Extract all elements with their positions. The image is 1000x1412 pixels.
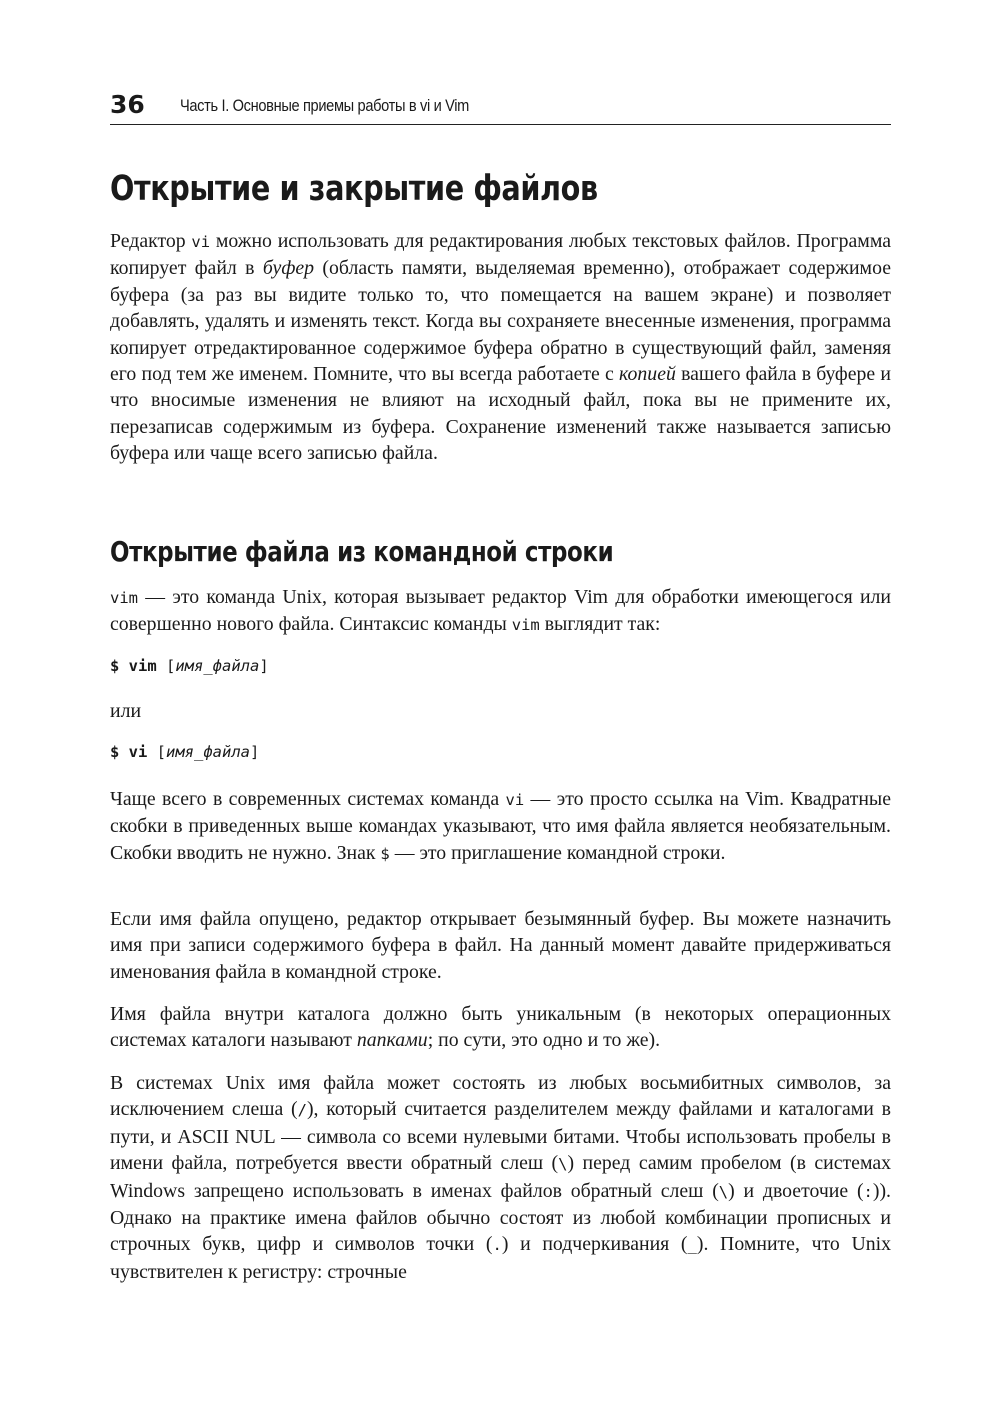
- text-run: (область памяти, выделяемая временно), отображает содержимое буфера (за раз вы видите только то, что помещается на вашем экране) и позволяет добавлять, удалять и изменять текст. Когда вы сохраняете внесенные изменения, программа копирует отредактированное содержимое буфера обратно в существующий файл, заменяя его под тем же именем. Помните, что вы всегда работаете с: [110, 257, 891, 386]
- text-run: выглядит так:: [539, 613, 661, 636]
- inline-code: .: [492, 1236, 502, 1255]
- text-run: ), который считается разделителем между файлами и каталогами в пути, и ASCII NUL — символа со всеми нулевыми битами. Чтобы использовать пробелы в имени файла, потребуется ввести обратный слеш (: [110, 1098, 891, 1175]
- bracket: ]: [259, 657, 269, 675]
- inline-code: \: [718, 1182, 729, 1201]
- text-run: ) перед самим пробелом (в системах Windows запрещено использовать в именах файлов обратный слеш (: [110, 1152, 892, 1202]
- emphasis: копией: [619, 363, 676, 386]
- subsection-paragraph-5: [110, 1070, 891, 1285]
- text-run: можно использовать для редактирования любых текстовых файлов. Программа копирует файл в: [110, 230, 891, 280]
- emphasis: папками: [356, 1029, 428, 1052]
- running-title: Часть I. Основные приемы работы в vi и Vim: [180, 96, 470, 115]
- text-run: ) и двоеточие (: [728, 1179, 864, 1202]
- shell-prompt: $: [110, 743, 129, 761]
- text-run: — это приглашение командной строки.: [389, 841, 726, 864]
- command-argument: имя_файла: [166, 743, 251, 761]
- text-run: ). Помните, что Unix чувствителен к регистру: строчные: [110, 1233, 892, 1283]
- text-run: — это просто ссылка на Vim. Квадратные скобки в приведенных выше командах указывают, что имя файла является необязательным. Скобки вводить не нужно. Знак: [110, 788, 891, 864]
- subsection-paragraph-2: [110, 786, 891, 867]
- text-run: В системах Unix имя файла может состоять из любых восьмибитных символов, за исключением слеша (: [110, 1072, 891, 1121]
- shell-prompt: $: [110, 657, 129, 675]
- inline-code: /: [297, 1101, 307, 1120]
- command-example-vi: [110, 743, 891, 761]
- inline-code: vim: [511, 616, 540, 635]
- subsection-heading: Открытие файла из командной строки: [110, 535, 614, 568]
- text-run: ; по сути, это одно и то же).: [427, 1029, 661, 1052]
- text-run: Имя файла внутри каталога должно быть уникальным (в некоторых операционных системах каталоги называют: [110, 1003, 891, 1052]
- section-heading: Открытие и закрытие файлов: [110, 169, 598, 209]
- command-name: vim: [128, 657, 157, 675]
- text-run: ) и подчеркивания (: [501, 1233, 688, 1256]
- bracket: ]: [250, 743, 260, 761]
- subsection-paragraph-4: [110, 1001, 891, 1054]
- text-run: )). Однако на практике имена файлов обычно состоят из любой комбинации прописных и строчных букв, цифр и символов точки (: [110, 1179, 891, 1256]
- inline-code: vim: [110, 589, 138, 607]
- subsection-paragraph-1: [110, 584, 891, 639]
- command-name: vi: [128, 743, 148, 761]
- inline-code: vi: [505, 791, 525, 809]
- inline-code: \: [558, 1155, 568, 1174]
- inline-code: $: [380, 844, 390, 863]
- text-run: вашего файла в буфере и что вносимые изменения не влияют на исходный файл, пока вы не примените их, перезаписав содержимым из буфера. Сохранение изменений также называется записью буфера или чаще всего записью файла.: [110, 363, 891, 465]
- or-connector: или: [110, 700, 142, 722]
- inline-code: vi: [191, 233, 211, 251]
- command-example-vim: [110, 657, 891, 675]
- bracket: [: [156, 657, 176, 675]
- subsection-paragraph-3: Если имя файла опущено, редактор открывает безымянный буфер. Вы можете назначить имя при записи содержимого буфера в файл. На данный момент давайте придерживаться именования файла в командной строке.: [110, 908, 891, 983]
- text-run: Чаще всего в современных системах команда: [110, 788, 506, 810]
- running-header: [110, 88, 891, 125]
- inline-code: :: [863, 1182, 873, 1201]
- section-paragraph-1: [110, 228, 891, 467]
- page-number: 36: [110, 90, 145, 119]
- bracket: [: [147, 743, 167, 761]
- text-run: Редактор: [110, 230, 192, 252]
- text-run: — это команда Unix, которая вызывает редактор Vim для обработки имеющегося или совершенно нового файла. Синтаксис команды: [110, 586, 891, 636]
- inline-code: _: [687, 1236, 697, 1255]
- emphasis: буфер: [262, 257, 315, 280]
- command-argument: имя_файла: [175, 657, 260, 675]
